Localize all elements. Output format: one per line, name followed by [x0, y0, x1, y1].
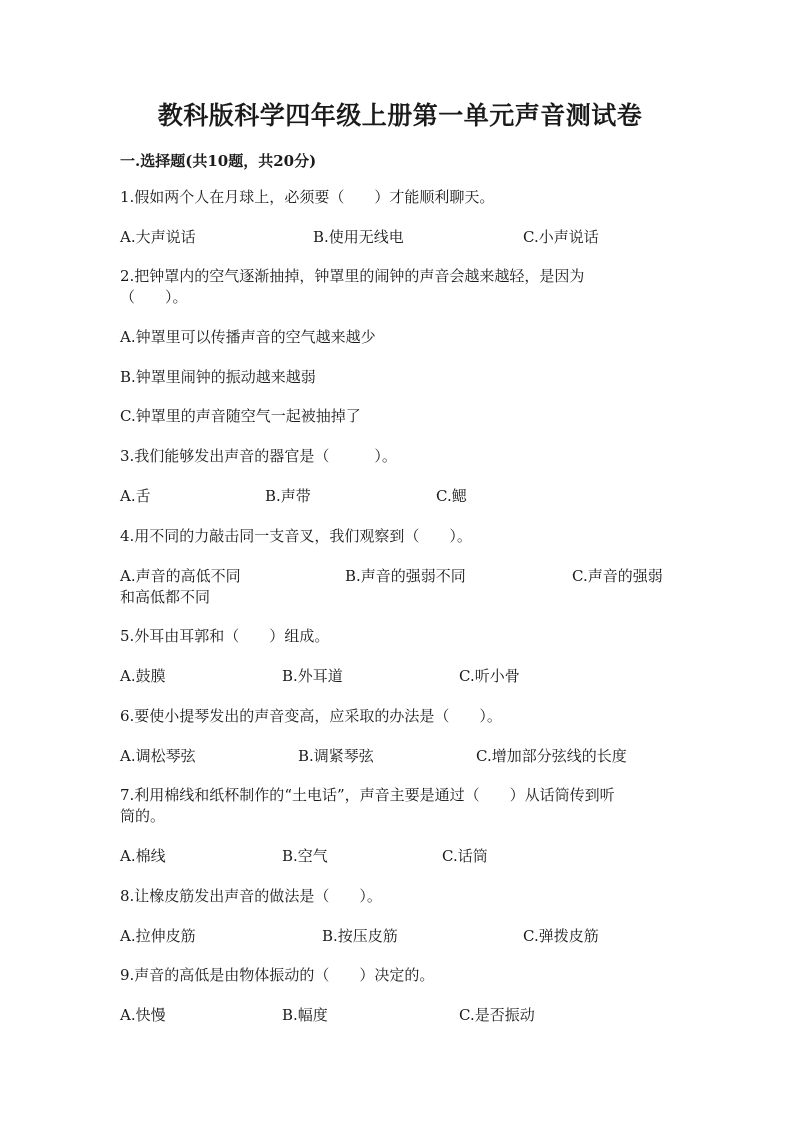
question-9-option-a: A.快慢	[120, 1006, 166, 1024]
question-5-option-c: C.听小骨	[459, 667, 520, 685]
question-7-option-b: B.空气	[282, 847, 328, 865]
question-3-option-b: B.声带	[265, 487, 311, 505]
question-6-option-b: B.调紧琴弦	[298, 747, 374, 765]
question-3-option-a: A.舌	[120, 487, 151, 505]
question-2-stem-line-1: 2.把钟罩内的空气逐渐抽掉，钟罩里的闹钟的声音会越来越轻，是因为	[120, 267, 585, 285]
question-5-option-b: B.外耳道	[282, 667, 343, 685]
question-5-stem: 5.外耳由耳郭和（ ）组成。	[120, 627, 330, 645]
question-2-option-a: A.钟罩里可以传播声音的空气越来越少	[120, 328, 376, 346]
question-7-option-c: C.话筒	[442, 847, 488, 865]
question-1-option-a: A.大声说话	[120, 228, 196, 246]
exam-title: 教科版科学四年级上册第一单元声音测试卷	[157, 101, 643, 130]
question-7-option-a: A.棉线	[120, 847, 166, 865]
question-4-option-b: B.声音的强弱不同	[345, 567, 466, 585]
question-2-option-c: C.钟罩里的声音随空气一起被抽掉了	[120, 407, 361, 425]
question-5-option-a: A.鼓膜	[120, 667, 166, 685]
question-4-option-c-line-2: 和高低都不同	[120, 588, 211, 606]
question-1-option-b: B.使用无线电	[313, 228, 404, 246]
question-9-option-c: C.是否振动	[459, 1006, 535, 1024]
question-7-stem-line-2: 筒的。	[120, 807, 166, 825]
question-4-option-a: A.声音的高低不同	[120, 567, 241, 585]
section-heading: 一.选择题(共10题，共20分)	[120, 152, 317, 170]
question-8-option-c: C.弹拨皮筋	[523, 927, 599, 945]
question-6-option-c: C.增加部分弦线的长度	[476, 747, 627, 765]
question-4-option-c-line-1: C.声音的强弱	[572, 567, 663, 585]
question-2-option-b: B.钟罩里闹钟的振动越来越弱	[120, 368, 316, 386]
question-6-stem: 6.要使小提琴发出的声音变高，应采取的办法是（ ）。	[120, 707, 502, 725]
question-8-option-a: A.拉伸皮筋	[120, 927, 196, 945]
question-9-stem: 9.声音的高低是由物体振动的（ ）决定的。	[120, 966, 435, 984]
question-4-stem: 4.用不同的力敲击同一支音叉，我们观察到（ ）。	[120, 527, 472, 545]
question-8-stem: 8.让橡皮筋发出声音的做法是（ ）。	[120, 887, 382, 905]
question-2-stem-line-2: （ ）。	[120, 288, 188, 306]
question-3-option-c: C.鳃	[436, 487, 467, 505]
question-7-stem-line-1: 7.利用棉线和纸杯制作的“土电话”，声音主要是通过（ ）从话筒传到听	[120, 786, 615, 804]
question-3-stem: 3.我们能够发出声音的器官是（ ）。	[120, 447, 397, 465]
question-9-option-b: B.幅度	[282, 1006, 328, 1024]
question-1-stem: 1.假如两个人在月球上，必须要（ ）才能顺利聊天。	[120, 188, 495, 206]
question-6-option-a: A.调松琴弦	[120, 747, 196, 765]
question-1-option-c: C.小声说话	[523, 228, 599, 246]
question-8-option-b: B.按压皮筋	[322, 927, 398, 945]
